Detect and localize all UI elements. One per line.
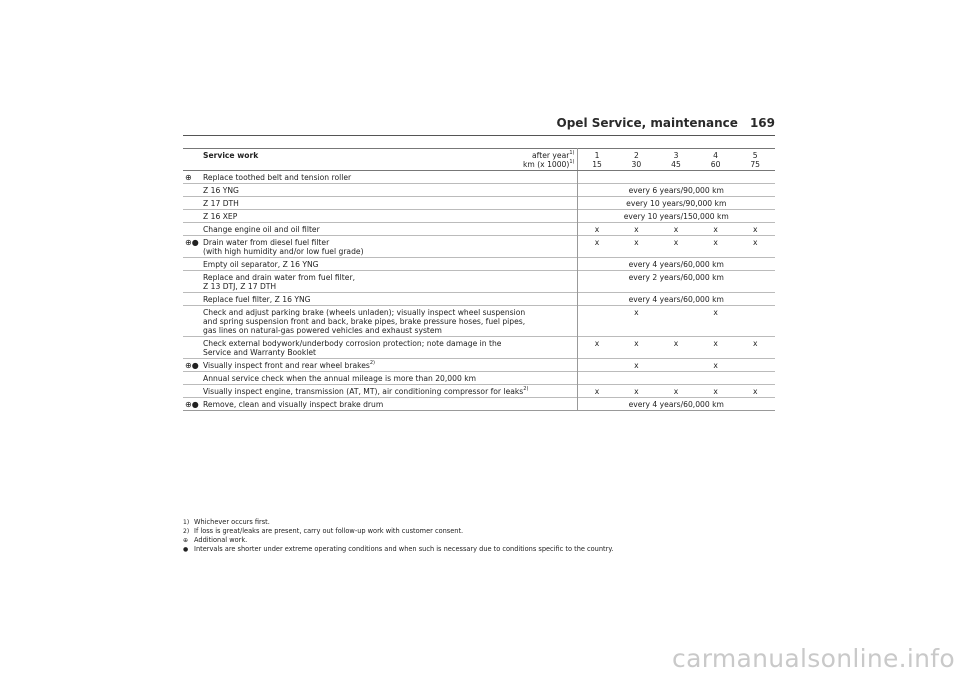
- row-symbol: ⊕●: [183, 236, 201, 258]
- symbol-cell: [183, 149, 201, 171]
- service-work-line: Empty oil separator, Z 16 YNG: [203, 260, 319, 269]
- interval-cell: every 10 years/150,000 km: [577, 210, 775, 223]
- service-work-line: Visually inspect front and rear wheel brakes: [203, 361, 370, 370]
- year-mark-cell: x: [617, 385, 657, 398]
- interval-cell: every 4 years/60,000 km: [577, 398, 775, 411]
- km-label: km (x 1000): [522, 160, 570, 169]
- table-row: [183, 293, 775, 306]
- year-mark-cell: [656, 359, 696, 372]
- footnote-ref: 2): [369, 360, 376, 366]
- service-work-line: Visually inspect engine, transmission (AT, MT), air conditioning compressor for leaks: [203, 387, 524, 396]
- service-work-line: Change engine oil and oil filter: [203, 225, 320, 234]
- year-mark-cell: x: [696, 385, 736, 398]
- year-mark-cell: x: [577, 223, 617, 236]
- service-work-text: [201, 171, 577, 184]
- row-symbol: ⊕●: [183, 398, 201, 411]
- table-row: [183, 372, 775, 385]
- empty-interval-cell: [577, 171, 775, 184]
- service-work-line: Drain water from diesel fuel filter: [203, 238, 330, 247]
- table-row: [183, 236, 775, 258]
- service-work-line: Z 17 DTH: [203, 199, 239, 208]
- table-row: [183, 306, 775, 337]
- year-mark-cell: x: [735, 385, 775, 398]
- service-work-line: Z 16 YNG: [203, 186, 239, 195]
- year-mark-cell: x: [735, 337, 775, 359]
- row-symbol: [183, 306, 201, 337]
- table-row: [183, 398, 775, 411]
- header-work-cell: [201, 149, 577, 171]
- row-symbol: [183, 293, 201, 306]
- row-symbol: [183, 372, 201, 385]
- table-row: [183, 210, 775, 223]
- table-row: [183, 359, 775, 372]
- table-row: [183, 271, 775, 293]
- footnote-ref: 1): [569, 159, 575, 165]
- year-mark-cell: x: [735, 223, 775, 236]
- year-mark-cell: [577, 359, 617, 372]
- year-mark-cell: x: [617, 337, 657, 359]
- interval-cell: every 4 years/60,000 km: [577, 258, 775, 271]
- interval-cell: every 6 years/90,000 km: [577, 184, 775, 197]
- year-mark-cell: x: [696, 236, 736, 258]
- footnote-ref: 1): [569, 150, 575, 156]
- service-work-line: (with high humidity and/or low fuel grade): [203, 247, 364, 256]
- service-work-text: [201, 223, 577, 236]
- service-work-text: [201, 372, 577, 385]
- year-mark-cell: x: [577, 236, 617, 258]
- year-mark-cell: x: [696, 223, 736, 236]
- year-mark-cell: x: [656, 337, 696, 359]
- service-work-line: Z 13 DTJ, Z 17 DTH: [203, 282, 277, 291]
- row-symbol: [183, 337, 201, 359]
- table-row: [183, 258, 775, 271]
- service-work-line: Remove, clean and visually inspect brake drum: [203, 400, 384, 409]
- row-symbol: ⊕●: [183, 359, 201, 372]
- row-symbol: [183, 184, 201, 197]
- table-row: [183, 184, 775, 197]
- table-row: [183, 385, 775, 398]
- interval-cell: every 4 years/60,000 km: [577, 293, 775, 306]
- year-mark-cell: x: [656, 223, 696, 236]
- year-col-3: 3 45: [656, 149, 696, 171]
- page-header: [183, 116, 775, 130]
- table-header-row: [183, 149, 775, 171]
- year-mark-cell: x: [656, 236, 696, 258]
- section-title: Opel Service, maintenance: [556, 116, 738, 130]
- service-work-text: [201, 385, 577, 398]
- interval-cell: every 2 years/60,000 km: [577, 271, 775, 293]
- service-work-text: [201, 236, 577, 258]
- year-mark-cell: x: [696, 306, 736, 337]
- after-year-label: after year: [532, 151, 570, 160]
- service-work-text: [201, 210, 577, 223]
- footnote: ⊕ Additional work.: [183, 536, 248, 544]
- service-work-text: [201, 398, 577, 411]
- service-work-line: Replace toothed belt and tension roller: [203, 173, 352, 182]
- year-mark-cell: x: [617, 306, 657, 337]
- service-work-line: Replace fuel filter, Z 16 YNG: [203, 295, 311, 304]
- year-mark-cell: [577, 306, 617, 337]
- service-work-text: [201, 184, 577, 197]
- table-row: [183, 197, 775, 210]
- service-work-text: [201, 271, 577, 293]
- service-work-text: [201, 258, 577, 271]
- interval-cell: every 10 years/90,000 km: [577, 197, 775, 210]
- service-work-text: [201, 306, 577, 337]
- year-mark-cell: x: [696, 337, 736, 359]
- service-work-text: [201, 197, 577, 210]
- footnotes: [183, 518, 783, 554]
- footnote: 2) If loss is great/leaks are present, carry out follow-up work with customer consent.: [183, 527, 464, 535]
- watermark: carmanualsonline.info: [672, 644, 955, 673]
- page-number: 169: [749, 116, 775, 130]
- year-col-5: 5 75: [735, 149, 775, 171]
- footnote-ref: 2): [523, 386, 529, 392]
- year-col-2: 2 30: [617, 149, 657, 171]
- year-mark-cell: x: [696, 359, 736, 372]
- year-mark-cell: x: [577, 385, 617, 398]
- service-work-line: Annual service check when the annual mileage is more than 20,000 km: [203, 374, 477, 383]
- table-row: [183, 337, 775, 359]
- row-symbol: [183, 258, 201, 271]
- header-divider: [183, 135, 775, 136]
- footnote: 1) Whichever occurs first.: [183, 518, 270, 526]
- row-symbol: ⊕: [183, 171, 201, 184]
- footnote: ● Intervals are shorter under extreme operating conditions and when such is necessary due to conditions specific to the country.: [183, 545, 614, 553]
- service-work-line: Check and adjust parking brake (wheels unladen); visually inspect wheel suspension: [203, 308, 526, 317]
- row-symbol: [183, 197, 201, 210]
- year-mark-cell: [735, 359, 775, 372]
- year-mark-cell: x: [617, 236, 657, 258]
- service-work-line: Z 16 XEP: [203, 212, 238, 221]
- year-mark-cell: [735, 306, 775, 337]
- service-work-text: [201, 293, 577, 306]
- row-symbol: [183, 385, 201, 398]
- row-symbol: [183, 271, 201, 293]
- service-schedule-table: [183, 148, 775, 411]
- service-work-line: and spring suspension front and back, brake pipes, brake pressure hoses, fuel pipes,: [203, 317, 526, 326]
- service-work-text: [201, 337, 577, 359]
- year-mark-cell: [656, 306, 696, 337]
- service-work-heading: Service work: [203, 151, 259, 160]
- year-mark-cell: x: [577, 337, 617, 359]
- service-work-line: Check external bodywork/underbody corrosion protection; note damage in the: [203, 339, 502, 348]
- year-col-4: 4 60: [696, 149, 736, 171]
- service-work-line: Replace and drain water from fuel filter,: [203, 273, 355, 282]
- table-row: [183, 171, 775, 184]
- service-work-text: [201, 359, 577, 372]
- year-col-1: 1 15: [577, 149, 617, 171]
- empty-interval-cell: [577, 372, 775, 385]
- year-mark-cell: x: [735, 236, 775, 258]
- year-mark-cell: x: [617, 223, 657, 236]
- row-symbol: [183, 210, 201, 223]
- service-work-line: gas lines on natural-gas powered vehicles and exhaust system: [203, 326, 442, 335]
- year-mark-cell: x: [656, 385, 696, 398]
- service-work-line: Service and Warranty Booklet: [203, 348, 316, 357]
- row-symbol: [183, 223, 201, 236]
- year-mark-cell: x: [617, 359, 657, 372]
- table-row: [183, 223, 775, 236]
